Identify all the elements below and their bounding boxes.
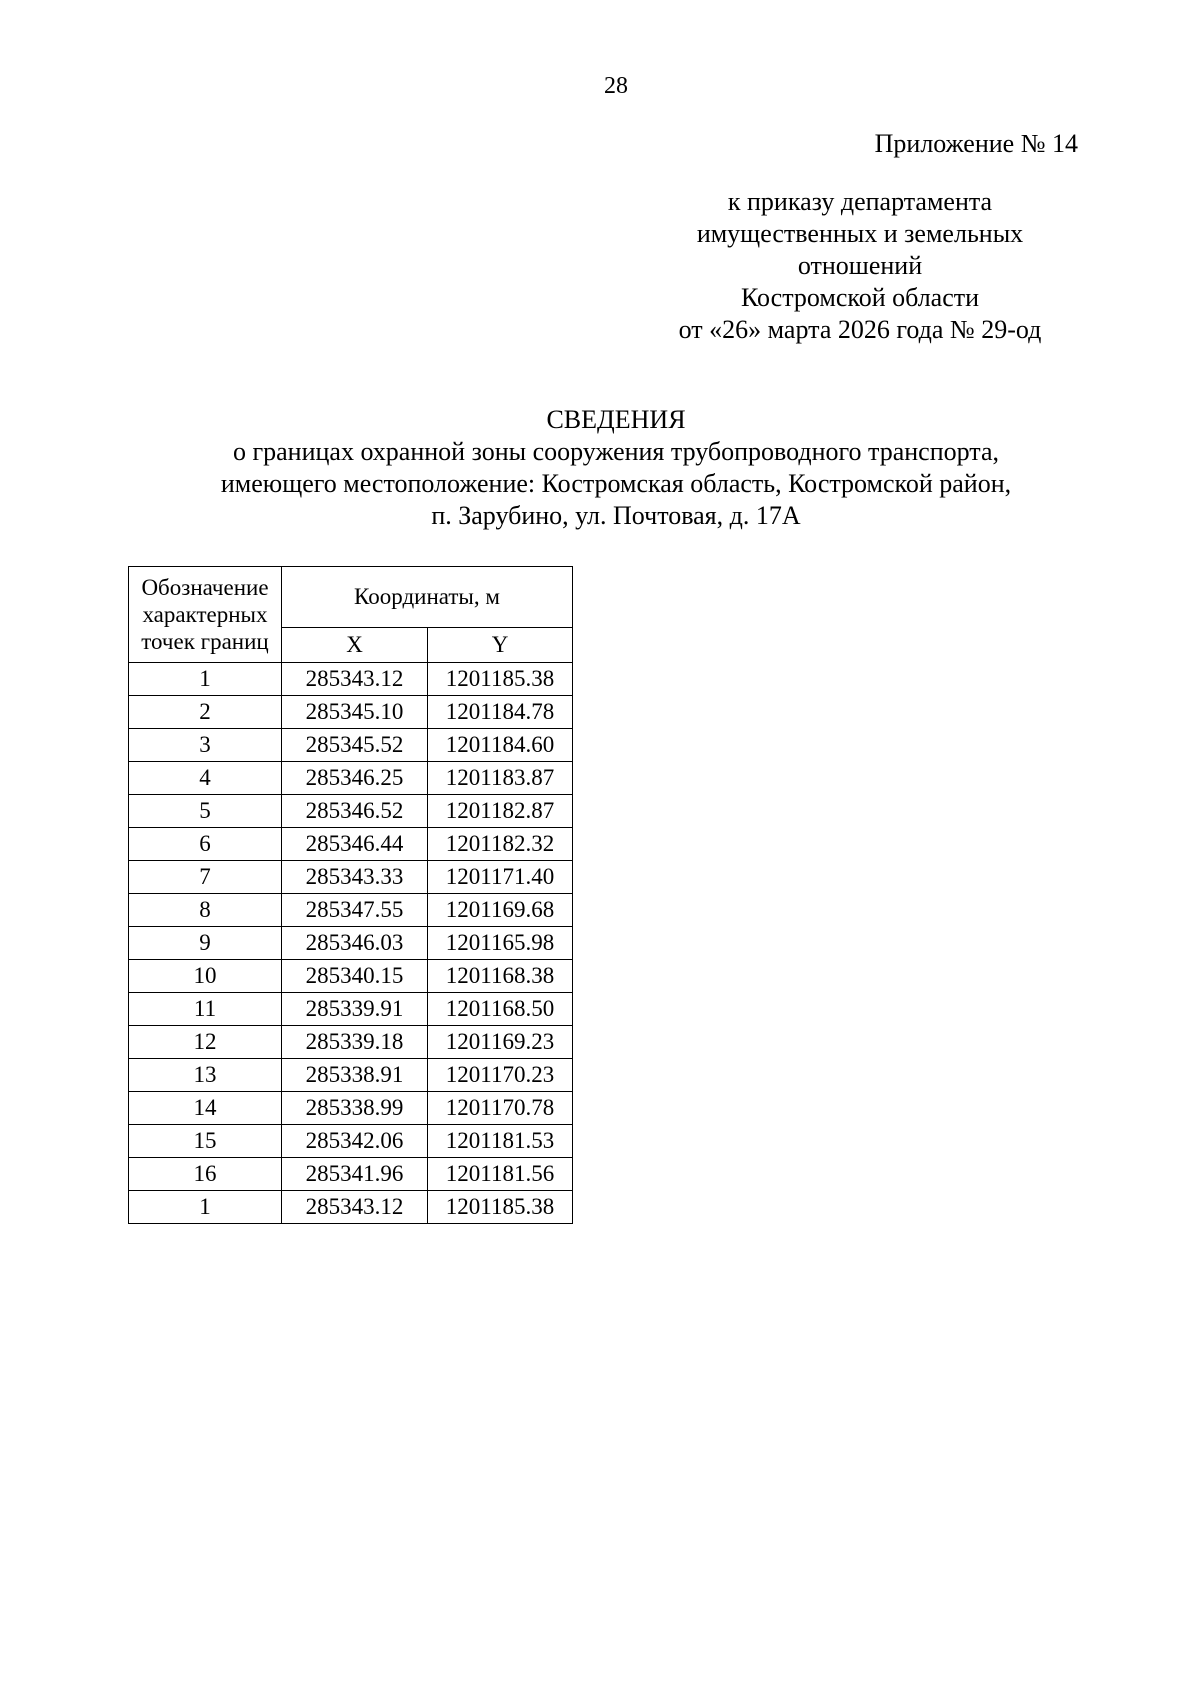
cell-point: 6 bbox=[129, 828, 282, 861]
cell-y: 1201168.38 bbox=[428, 960, 573, 993]
table-row bbox=[129, 828, 573, 861]
cell-y: 1201185.38 bbox=[428, 663, 573, 696]
header-x: X bbox=[282, 627, 428, 662]
cell-point: 1 bbox=[129, 663, 282, 696]
header-point-line: Обозначение bbox=[141, 575, 269, 600]
table-row bbox=[129, 696, 573, 729]
page-number: 28 bbox=[604, 73, 628, 99]
cell-x: 285345.52 bbox=[282, 729, 428, 762]
cell-point: 12 bbox=[129, 1026, 282, 1059]
cell-x: 285338.91 bbox=[282, 1059, 428, 1092]
cell-x: 285345.10 bbox=[282, 696, 428, 729]
header-point-line: характерных bbox=[142, 602, 268, 627]
cell-point: 5 bbox=[129, 795, 282, 828]
cell-point: 10 bbox=[129, 960, 282, 993]
order-line: к приказу департамента bbox=[727, 187, 993, 216]
table-row bbox=[129, 729, 573, 762]
cell-point: 15 bbox=[129, 1125, 282, 1158]
cell-point: 1 bbox=[129, 1191, 282, 1224]
cell-y: 1201181.53 bbox=[428, 1125, 573, 1158]
cell-point: 11 bbox=[129, 993, 282, 1026]
coordinates-table bbox=[128, 566, 573, 1224]
document-heading bbox=[0, 404, 1200, 532]
cell-y: 1201170.23 bbox=[428, 1059, 573, 1092]
cell-point: 16 bbox=[129, 1158, 282, 1191]
cell-x: 285346.44 bbox=[282, 828, 428, 861]
cell-y: 1201184.78 bbox=[428, 696, 573, 729]
header-point-designation bbox=[129, 567, 282, 663]
cell-x: 285338.99 bbox=[282, 1092, 428, 1125]
cell-point: 7 bbox=[129, 861, 282, 894]
heading-line: п. Зарубино, ул. Почтовая, д. 17А bbox=[431, 501, 801, 530]
order-date-number: от «26» марта 2026 года № 29-од bbox=[678, 315, 1042, 344]
cell-x: 285342.06 bbox=[282, 1125, 428, 1158]
table-row bbox=[129, 1026, 573, 1059]
cell-point: 3 bbox=[129, 729, 282, 762]
cell-y: 1201169.23 bbox=[428, 1026, 573, 1059]
heading-line: имеющего местоположение: Костромская область, Костромской район, bbox=[220, 469, 1012, 498]
cell-y: 1201181.56 bbox=[428, 1158, 573, 1191]
cell-point: 4 bbox=[129, 762, 282, 795]
table-body bbox=[129, 663, 573, 1224]
cell-y: 1201184.60 bbox=[428, 729, 573, 762]
table-row bbox=[129, 960, 573, 993]
cell-y: 1201165.98 bbox=[428, 927, 573, 960]
cell-x: 285343.33 bbox=[282, 861, 428, 894]
cell-y: 1201182.32 bbox=[428, 828, 573, 861]
cell-y: 1201182.87 bbox=[428, 795, 573, 828]
cell-point: 13 bbox=[129, 1059, 282, 1092]
cell-x: 285347.55 bbox=[282, 894, 428, 927]
cell-point: 2 bbox=[129, 696, 282, 729]
cell-y: 1201169.68 bbox=[428, 894, 573, 927]
cell-y: 1201185.38 bbox=[428, 1191, 573, 1224]
cell-x: 285341.96 bbox=[282, 1158, 428, 1191]
table-row bbox=[129, 762, 573, 795]
cell-x: 285339.18 bbox=[282, 1026, 428, 1059]
cell-y: 1201168.50 bbox=[428, 993, 573, 1026]
cell-x: 285346.52 bbox=[282, 795, 428, 828]
cell-y: 1201183.87 bbox=[428, 762, 573, 795]
cell-x: 285343.12 bbox=[282, 1191, 428, 1224]
order-line: отношений bbox=[797, 251, 923, 280]
cell-y: 1201171.40 bbox=[428, 861, 573, 894]
table-row bbox=[129, 1158, 573, 1191]
order-reference bbox=[630, 186, 1090, 346]
document-title: СВЕДЕНИЯ bbox=[546, 405, 686, 434]
order-line: Костромской области bbox=[740, 283, 980, 312]
order-line: имущественных и земельных bbox=[696, 219, 1024, 248]
cell-x: 285346.25 bbox=[282, 762, 428, 795]
table-row bbox=[129, 894, 573, 927]
cell-point: 9 bbox=[129, 927, 282, 960]
table-row bbox=[129, 663, 573, 696]
table-row bbox=[129, 927, 573, 960]
table-row bbox=[129, 795, 573, 828]
table-row bbox=[129, 1191, 573, 1224]
header-point-line: точек границ bbox=[141, 629, 269, 654]
cell-y: 1201170.78 bbox=[428, 1092, 573, 1125]
table-row bbox=[129, 1125, 573, 1158]
cell-x: 285343.12 bbox=[282, 663, 428, 696]
cell-x: 285339.91 bbox=[282, 993, 428, 1026]
header-coordinates: Координаты, м bbox=[282, 567, 573, 628]
heading-line: о границах охранной зоны сооружения трубопроводного транспорта, bbox=[232, 437, 1000, 466]
table-row bbox=[129, 1059, 573, 1092]
cell-x: 285346.03 bbox=[282, 927, 428, 960]
table-row bbox=[129, 993, 573, 1026]
table-row bbox=[129, 1092, 573, 1125]
appendix-title: Приложение № 14 bbox=[874, 129, 1078, 158]
cell-point: 8 bbox=[129, 894, 282, 927]
header-y: Y bbox=[428, 627, 573, 662]
table-row bbox=[129, 861, 573, 894]
cell-point: 14 bbox=[129, 1092, 282, 1125]
cell-x: 285340.15 bbox=[282, 960, 428, 993]
